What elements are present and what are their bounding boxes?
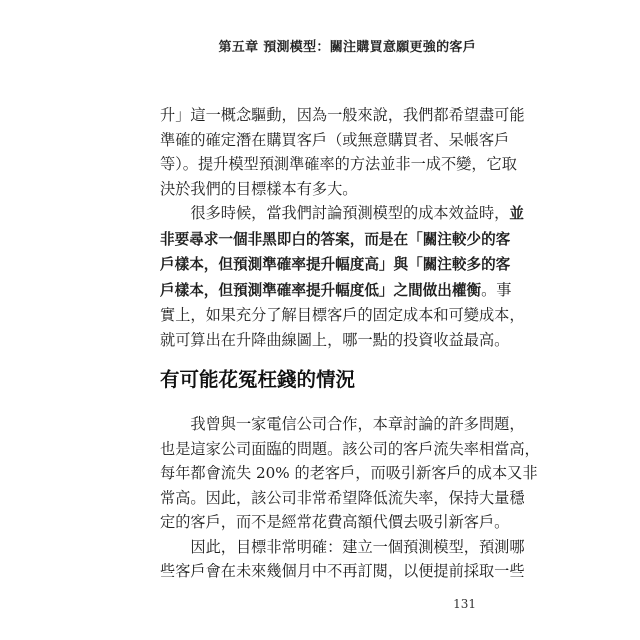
text-line: [160, 278, 512, 304]
text-plain: 我曾與一家電信公司合作，本章討論的許多問題，: [190, 415, 525, 433]
text-line: 每年都會流失 20% 的老客戶，而吸引新客戶的成本又非: [160, 464, 538, 482]
text-line: 也是這家公司面臨的問題。該公司的客戶流失率相當高，: [160, 439, 540, 458]
text-plain: 。事: [481, 280, 512, 299]
text-line: 就可算出在升降曲線圖上，哪一點的投資收益最高。: [160, 330, 510, 349]
paragraph-1: [160, 103, 525, 201]
text-line: 常高。因此，該公司非常希望降低流失率，保持大量穩: [160, 488, 525, 507]
body-text: [160, 103, 540, 584]
running-head: 第五章 預測模型：關注購買意願更強的客戶: [218, 40, 476, 55]
section-heading: 有可能花冤枉錢的情況: [160, 368, 356, 391]
text-line: [160, 535, 525, 560]
text-line: 準確的確定潛在購買客戶（或無意購買者、呆帳客戶: [160, 130, 510, 149]
text-bold: 並: [509, 205, 524, 222]
text-bold: 戶樣本，但預測準確率提升幅度低」之間做出權衡: [160, 281, 482, 299]
paragraph-2: [160, 201, 525, 352]
text-bold: 非要尋求一個非黑即白的答案，而是在「關注較少的客: [160, 230, 511, 248]
text-plain: 很多時候，當我們討論預測模型的成本效益時，: [190, 204, 510, 222]
text-line: 實上，如果充分了解目標客戶的固定成本和可變成本，: [160, 306, 525, 324]
paragraph-3: [160, 412, 540, 535]
text-line: 定的客戶，而不是經常花費高額代價去吸引新客戶。: [160, 513, 510, 531]
text-line: 升」這一概念驅動，因為一般來說，我們都希望盡可能: [160, 106, 525, 124]
text-line: [160, 201, 524, 227]
text-line-bold: [160, 252, 511, 278]
text-plain: 因此，目標非常明確：建立一個預測模型，預測哪: [190, 537, 525, 556]
text-line: [160, 412, 525, 437]
paragraph-4: [160, 535, 525, 584]
text-line: 些客戶會在未來幾個月中不再訂閱，以便提前採取一些: [160, 562, 525, 580]
page-number: 131: [453, 597, 476, 611]
text-line: 等）。提升模型預測準確率的方法並非一成不變，它取: [160, 155, 517, 173]
text-bold: 戶樣本，但預測準確率提升幅度高」與「關注較多的客: [160, 256, 511, 273]
text-line-bold: [160, 227, 511, 253]
text-line: 決於我們的目標樣本有多大。: [160, 179, 358, 198]
